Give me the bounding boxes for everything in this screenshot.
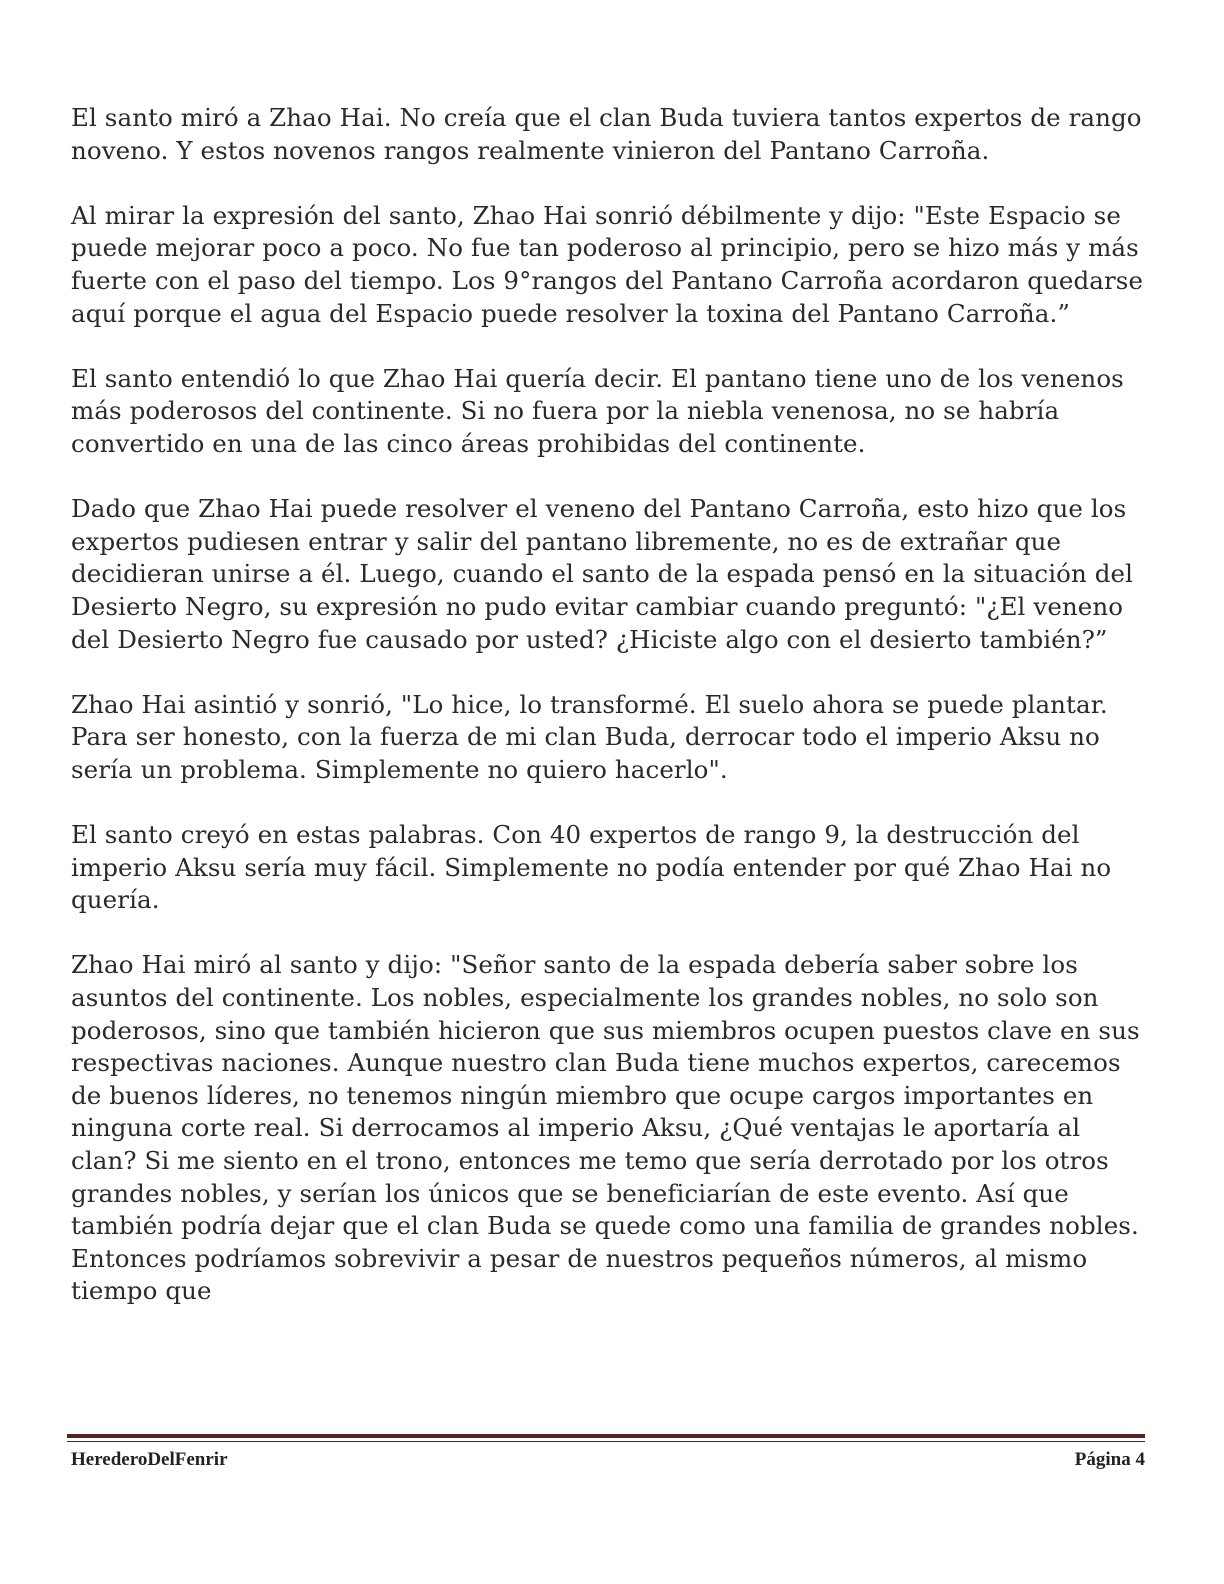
paragraph: El santo creyó en estas palabras. Con 40 expertos de rango 9, la destrucción del imperio Aksu sería muy fácil. Simplemente no podía entender por qué Zhao Hai no quería. bbox=[71, 820, 1112, 915]
paragraph: Zhao Hai miró al santo y dijo: "Señor santo de la espada debería saber sobre los asuntos del continente. Los nobles, especialmente los grandes nobles, no solo son poderosos, sino que también hicieron que sus miembros ocupen puestos clave en sus respectivas naciones. Aunque nuestro clan Buda tiene muchos expertos, carecemos de buenos líderes, no tenemos ningún miembro que ocupe cargos importantes en ninguna corte real. Si derrocamos al imperio Aksu, ¿Qué ventajas le aportaría al clan? Si me siento en el trono, entonces me temo que sería derrotado por los otros grandes nobles, y serían los únicos que se beneficiarían de este evento. Así que también podría dejar que el clan Buda se quede como una familia de grandes nobles. Entonces podríamos sobrevivir a pesar de nuestros pequeños números, al mismo tiempo que bbox=[71, 950, 1140, 1306]
paragraph: Al mirar la expresión del santo, Zhao Hai sonrió débilmente y dijo: "Este Espacio se puede mejorar poco a poco. No fue tan poderoso al principio, pero se hizo más y más fuerte con el paso del tiempo. Los 9°rangos del Pantano Carroña acordaron quedarse aquí porque el agua del Espacio puede resolver la toxina del Pantano Carroña.” bbox=[71, 200, 1144, 328]
footer-divider-thick bbox=[67, 1434, 1145, 1438]
footer-divider-thin bbox=[67, 1441, 1145, 1442]
page-number: Página 4 bbox=[1074, 1449, 1145, 1470]
page-body bbox=[71, 102, 1149, 1341]
paragraph: Dado que Zhao Hai puede resolver el veneno del Pantano Carroña, esto hizo que los expertos pudiesen entrar y salir del pantano libremente, no es de extrañar que decidieran unirse a él. Luego, cuando el santo de la espada pensó en la situación del Desierto Negro, su expresión no pudo evitar cambiar cuando preguntó: "¿El veneno del Desierto Negro fue causado por usted? ¿Hiciste algo con el desierto también?” bbox=[71, 494, 1134, 654]
paragraph: El santo entendió lo que Zhao Hai quería decir. El pantano tiene uno de los venenos más poderosos del continente. Si no fuera por la niebla venenosa, no se habría convertido en una de las cinco áreas prohibidas del continente. bbox=[71, 363, 1124, 458]
paragraph: El santo miró a Zhao Hai. No creía que el clan Buda tuviera tantos expertos de rango noveno. Y estos novenos rangos realmente vinieron del Pantano Carroña. bbox=[71, 103, 1142, 165]
footer-author: HerederoDelFenrir bbox=[71, 1449, 228, 1470]
paragraph: Zhao Hai asintió y sonrió, "Lo hice, lo transformé. El suelo ahora se puede plantar. Para ser honesto, con la fuerza de mi clan Buda, derrocar todo el imperio Aksu no sería un problema. Simplemente no quiero hacerlo". bbox=[71, 689, 1108, 784]
